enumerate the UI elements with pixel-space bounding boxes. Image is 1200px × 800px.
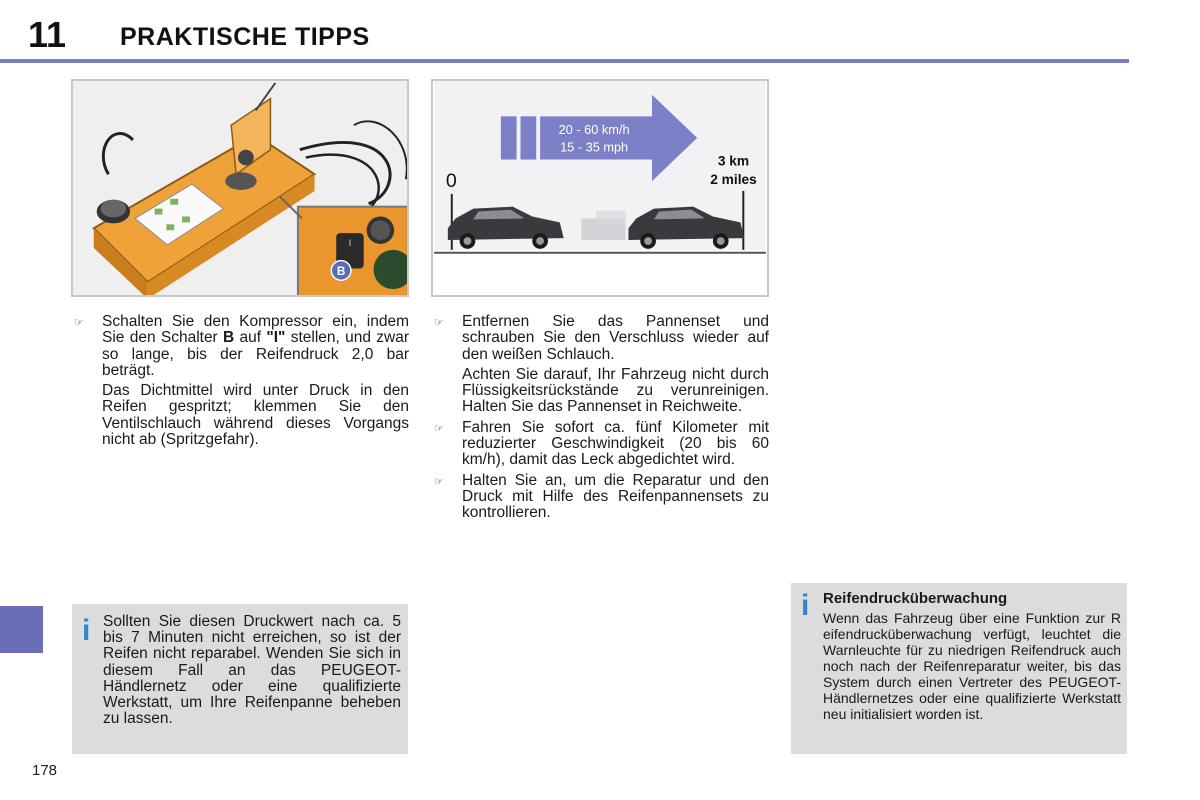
instruction-note: Achten Sie darauf, Ihr Fahrzeug nicht durch Flüssigkeitsrückstände zu verunreinigen. Halten Sie das Pannenset in Reichweite. [462,365,769,416]
bullet-text: Halten Sie an, um die Reparatur und den Druck mit Hilfe des Reifenpannensets zu kontrollieren. [462,471,769,522]
chapter-side-tab [0,606,43,653]
speed-kmh-label: 20 - 60 km/h [558,122,630,138]
pointing-hand-icon: ☞ [434,422,444,435]
start-label: 0 [445,170,457,193]
bullet-text: Fahren Sie sofort ca. fünf Kilometer mit reduzierter Geschwindigkeit (20 bis 60 km/h), damit das Leck abgedichtet wird. [462,418,769,469]
compressor-drawing [73,81,407,295]
instruction-bullet [432,420,769,469]
switch-i-ref: "I" [266,329,286,347]
info-text: Sollten Sie diesen Druckwert nach ca. 5 bis 7 Minuten nicht erreichen, so ist der Reifen nicht reparabel. Wenden Sie sich in diesem Fall an das PEUGEOT-Händlernetz oder eine qualifizierte Werkstatt, um Ihre Reifenpanne beheben zu lassen. [103,613,401,728]
page-title: PRAKTISCHE TIPPS [120,23,370,51]
drive-distance-illustration [431,79,769,297]
bullet-text: auf [234,329,267,347]
info-icon: i [82,614,91,647]
pointing-hand-icon: ☞ [434,317,444,329]
info-box-pressure-warning [72,604,408,754]
instruction-bullet [432,473,769,522]
header-rule [0,59,1129,63]
switch-on-label: I [348,237,352,248]
bullet-text: stellen, und zwar so lange, bis der Reifendruck 2,0 bar beträgt. [102,329,409,379]
instructions-column-1 [72,314,409,452]
distance-km-label: 3 km [717,153,750,169]
instruction-bullet [432,314,769,363]
info-heading: Reifendrucküberwachung [823,590,1008,607]
info-icon: i [801,589,810,622]
info-content [823,591,1121,722]
instruction-note: Das Dichtmittel wird unter Druck in den Reifen gespritzt; klemmen Sie den Ventilschlauch während dieses Vorgangs nicht ab (Spritzgefahr). [102,382,409,449]
bullet-text: Entfernen Sie das Pannenset und schrauben Sie den Verschluss wieder auf den weißen Schlauch. [462,313,769,363]
distance-miles-label: 2 miles [710,172,757,188]
instructions-column-2 [432,314,769,526]
pointing-hand-icon: ☞ [74,317,84,329]
page-number: 178 [32,762,58,779]
pointing-hand-icon: ☞ [434,475,444,488]
info-box-tyre-pressure-monitoring [791,583,1127,754]
drive-distance-drawing [433,81,767,295]
speed-mph-label: 15 - 35 mph [560,139,629,155]
compressor-illustration [71,79,409,297]
instruction-bullet [72,314,409,379]
bullet-text: Schalten Sie den Kompressor ein, indem Sie den Schalter [102,313,409,347]
switch-b-ref: B [223,329,235,347]
info-text: Wenn das Fahrzeug über eine Funktion zur R eifendrucküberwachung verfügt, leuchtet die Warnleuchte für zu niedrigen Reifendruck auch noch nach der Reifenreparatur weiter, bis das System durch einen Vertreter des PEUGEOT-Händlernetzes oder eine qualifizierte Werkstatt neu initialisiert worden ist. [823,610,1121,722]
callout-b: B [336,264,346,278]
chapter-number: 11 [28,14,67,55]
